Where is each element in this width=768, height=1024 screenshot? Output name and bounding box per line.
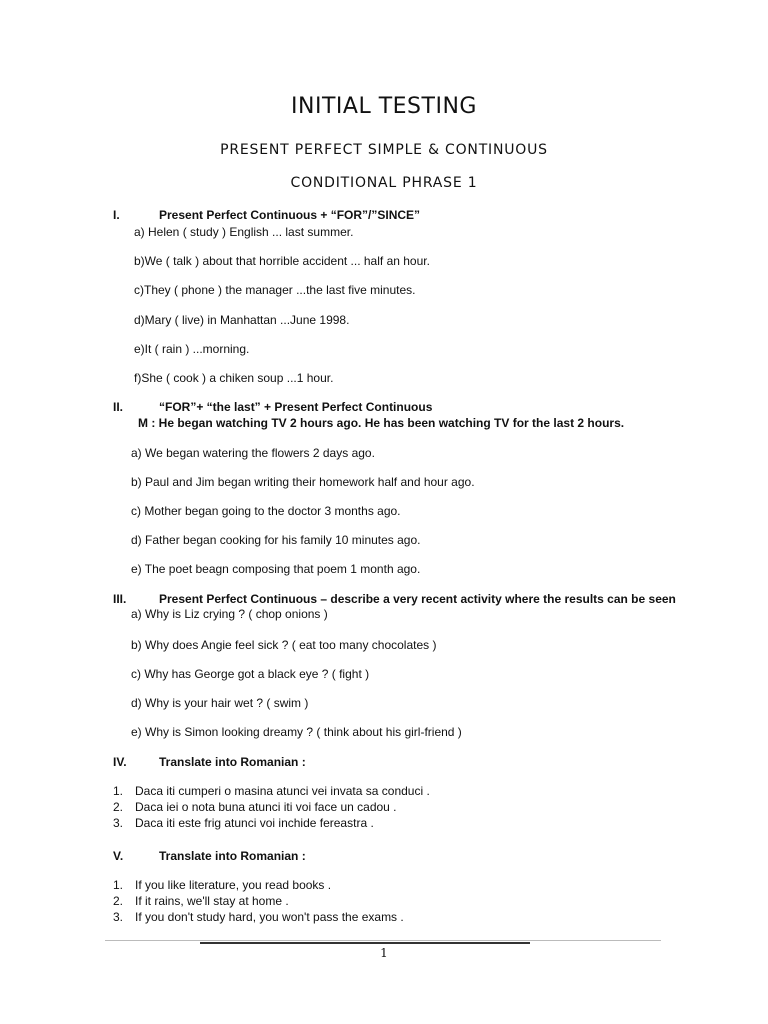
section-4-item	[113, 800, 397, 814]
section-4-item	[113, 784, 430, 798]
section-2-item: d) Father began cooking for his family 10 minutes ago.	[131, 533, 421, 547]
footer-divider-bold	[200, 942, 530, 944]
section-3-item: b) Why does Angie feel sick ? ( eat too many chocolates )	[131, 638, 437, 652]
item-text: Daca iti cumperi o masina atunci vei invata sa conduci .	[135, 784, 430, 798]
section-1-item: f)She ( cook ) a chiken soup ...1 hour.	[134, 371, 334, 385]
section-5-number: V.	[113, 849, 124, 863]
section-2-item: a) We began watering the flowers 2 days ago.	[131, 446, 375, 460]
item-number: 2.	[113, 894, 124, 908]
section-1-item: c)They ( phone ) the manager ...the last five minutes.	[134, 283, 416, 297]
section-3-item: c) Why has George got a black eye ? ( fight )	[131, 667, 370, 681]
section-2-example: M : He began watching TV 2 hours ago. He has been watching TV for the last 2 hours.	[138, 416, 625, 430]
item-number: 3.	[113, 816, 124, 830]
section-5-item	[113, 894, 289, 908]
item-number: 1.	[113, 784, 124, 798]
item-text: If you like literature, you read books .	[135, 878, 332, 892]
subtitle-conditional: CONDITIONAL PHRASE 1	[290, 175, 478, 191]
section-5-item	[113, 878, 331, 892]
item-number: 3.	[113, 910, 124, 924]
section-4-item	[113, 816, 374, 830]
section-1-title: Present Perfect Continuous + “FOR”/”SINCE”	[159, 208, 421, 222]
page-title: INITIAL TESTING	[291, 94, 477, 119]
item-text: Daca iei o nota buna atunci iti voi face un cadou .	[135, 800, 397, 814]
item-text: If it rains, we'll stay at home .	[135, 894, 289, 908]
section-3-item: d) Why is your hair wet ? ( swim )	[131, 696, 309, 710]
section-5-item	[113, 910, 404, 924]
section-2-title: “FOR”+ “the last” + Present Perfect Continuous	[159, 400, 433, 414]
section-2-number: II.	[113, 400, 124, 414]
section-1-item: b)We ( talk ) about that horrible accident ... half an hour.	[134, 254, 430, 268]
section-2-item: b) Paul and Jim began writing their homework half and hour ago.	[131, 475, 475, 489]
section-3-number: III.	[113, 592, 127, 606]
section-3-title: Present Perfect Continuous – describe a very recent activity where the results can be seen	[159, 592, 676, 606]
item-text: Daca iti este frig atunci voi inchide fereastra .	[135, 816, 374, 830]
item-number: 2.	[113, 800, 124, 814]
section-1-item: e)It ( rain ) ...morning.	[134, 342, 250, 356]
section-4-number: IV.	[113, 755, 127, 769]
footer-divider	[105, 940, 661, 941]
section-3-item: e) Why is Simon looking dreamy ? ( think about his girl-friend )	[131, 725, 462, 739]
section-1-item: d)Mary ( live) in Manhattan ...June 1998.	[134, 313, 350, 327]
section-4-title: Translate into Romanian :	[159, 755, 306, 769]
section-5-title: Translate into Romanian :	[159, 849, 306, 863]
subtitle-tenses: PRESENT PERFECT SIMPLE & CONTINUOUS	[220, 142, 548, 158]
section-3-item: a) Why is Liz crying ? ( chop onions )	[131, 607, 328, 621]
item-text: If you don't study hard, you won't pass the exams .	[135, 910, 404, 924]
section-2-item: c) Mother began going to the doctor 3 months ago.	[131, 504, 401, 518]
section-2-item: e) The poet beagn composing that poem 1 month ago.	[131, 562, 421, 576]
section-1-number: I.	[113, 208, 120, 222]
page-number: 1	[380, 946, 388, 960]
item-number: 1.	[113, 878, 124, 892]
section-1-item: a) Helen ( study ) English ... last summer.	[134, 225, 354, 239]
